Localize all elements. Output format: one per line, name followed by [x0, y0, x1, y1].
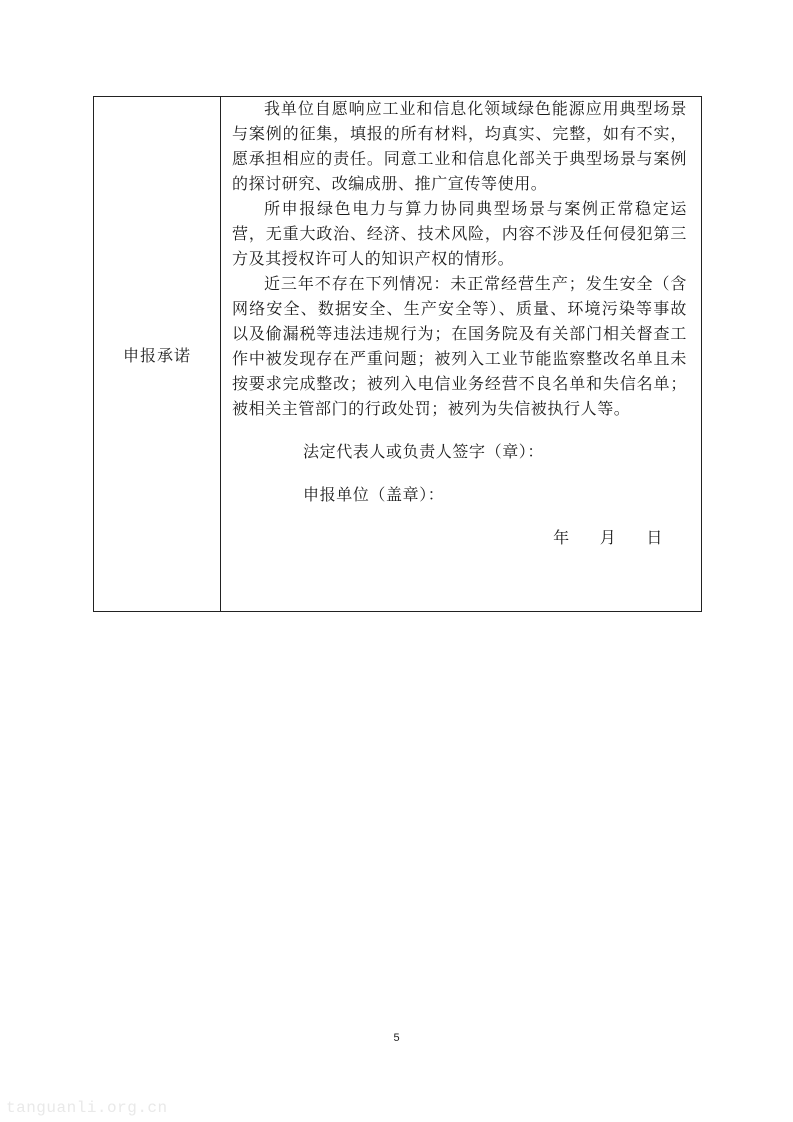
page-number: 5	[393, 1032, 400, 1044]
commitment-content	[221, 97, 701, 611]
commitment-label: 申报承诺	[94, 97, 221, 611]
applicant-seal-line: 申报单位（盖章）：	[303, 485, 445, 504]
date-line	[232, 525, 687, 550]
date-year: 年	[553, 528, 570, 547]
commitment-table	[93, 96, 702, 612]
commitment-paragraph-3: 近三年不存在下列情况：未正常经营生产；发生安全（含网络安全、数据安全、生产安全等）、质量、环境污染等事故以及偷漏税等违法违规行为；在国务院及有关部门相关督查工作中被发现存在严重问题；被列入工业节能监察整改名单且未按要求完成整改；被列入电信业务经营不良名单和失信名单；被相关主管部门的行政处罚；被列为失信被执行人等。	[232, 274, 687, 418]
date-day: 日	[646, 528, 663, 547]
watermark: tanguanli.org.cn	[6, 1099, 168, 1117]
date-month: 月	[599, 528, 617, 547]
commitment-paragraph-2: 所申报绿色电力与算力协同典型场景与案例正常稳定运营，无重大政治、经济、技术风险，内容不涉及任何侵犯第三方及其授权许可人的知识产权的情形。	[232, 199, 687, 268]
signature-block	[232, 439, 687, 550]
commitment-paragraph-1: 我单位自愿响应工业和信息化领域绿色能源应用典型场景与案例的征集，填报的所有材料，均真实、完整，如有不实，愿承担相应的责任。同意工业和信息化部关于典型场景与案例的探讨研究、改编成册、推广宣传等使用。	[232, 99, 687, 193]
legal-representative-signature-line: 法定代表人或负责人签字（章）：	[303, 442, 545, 461]
